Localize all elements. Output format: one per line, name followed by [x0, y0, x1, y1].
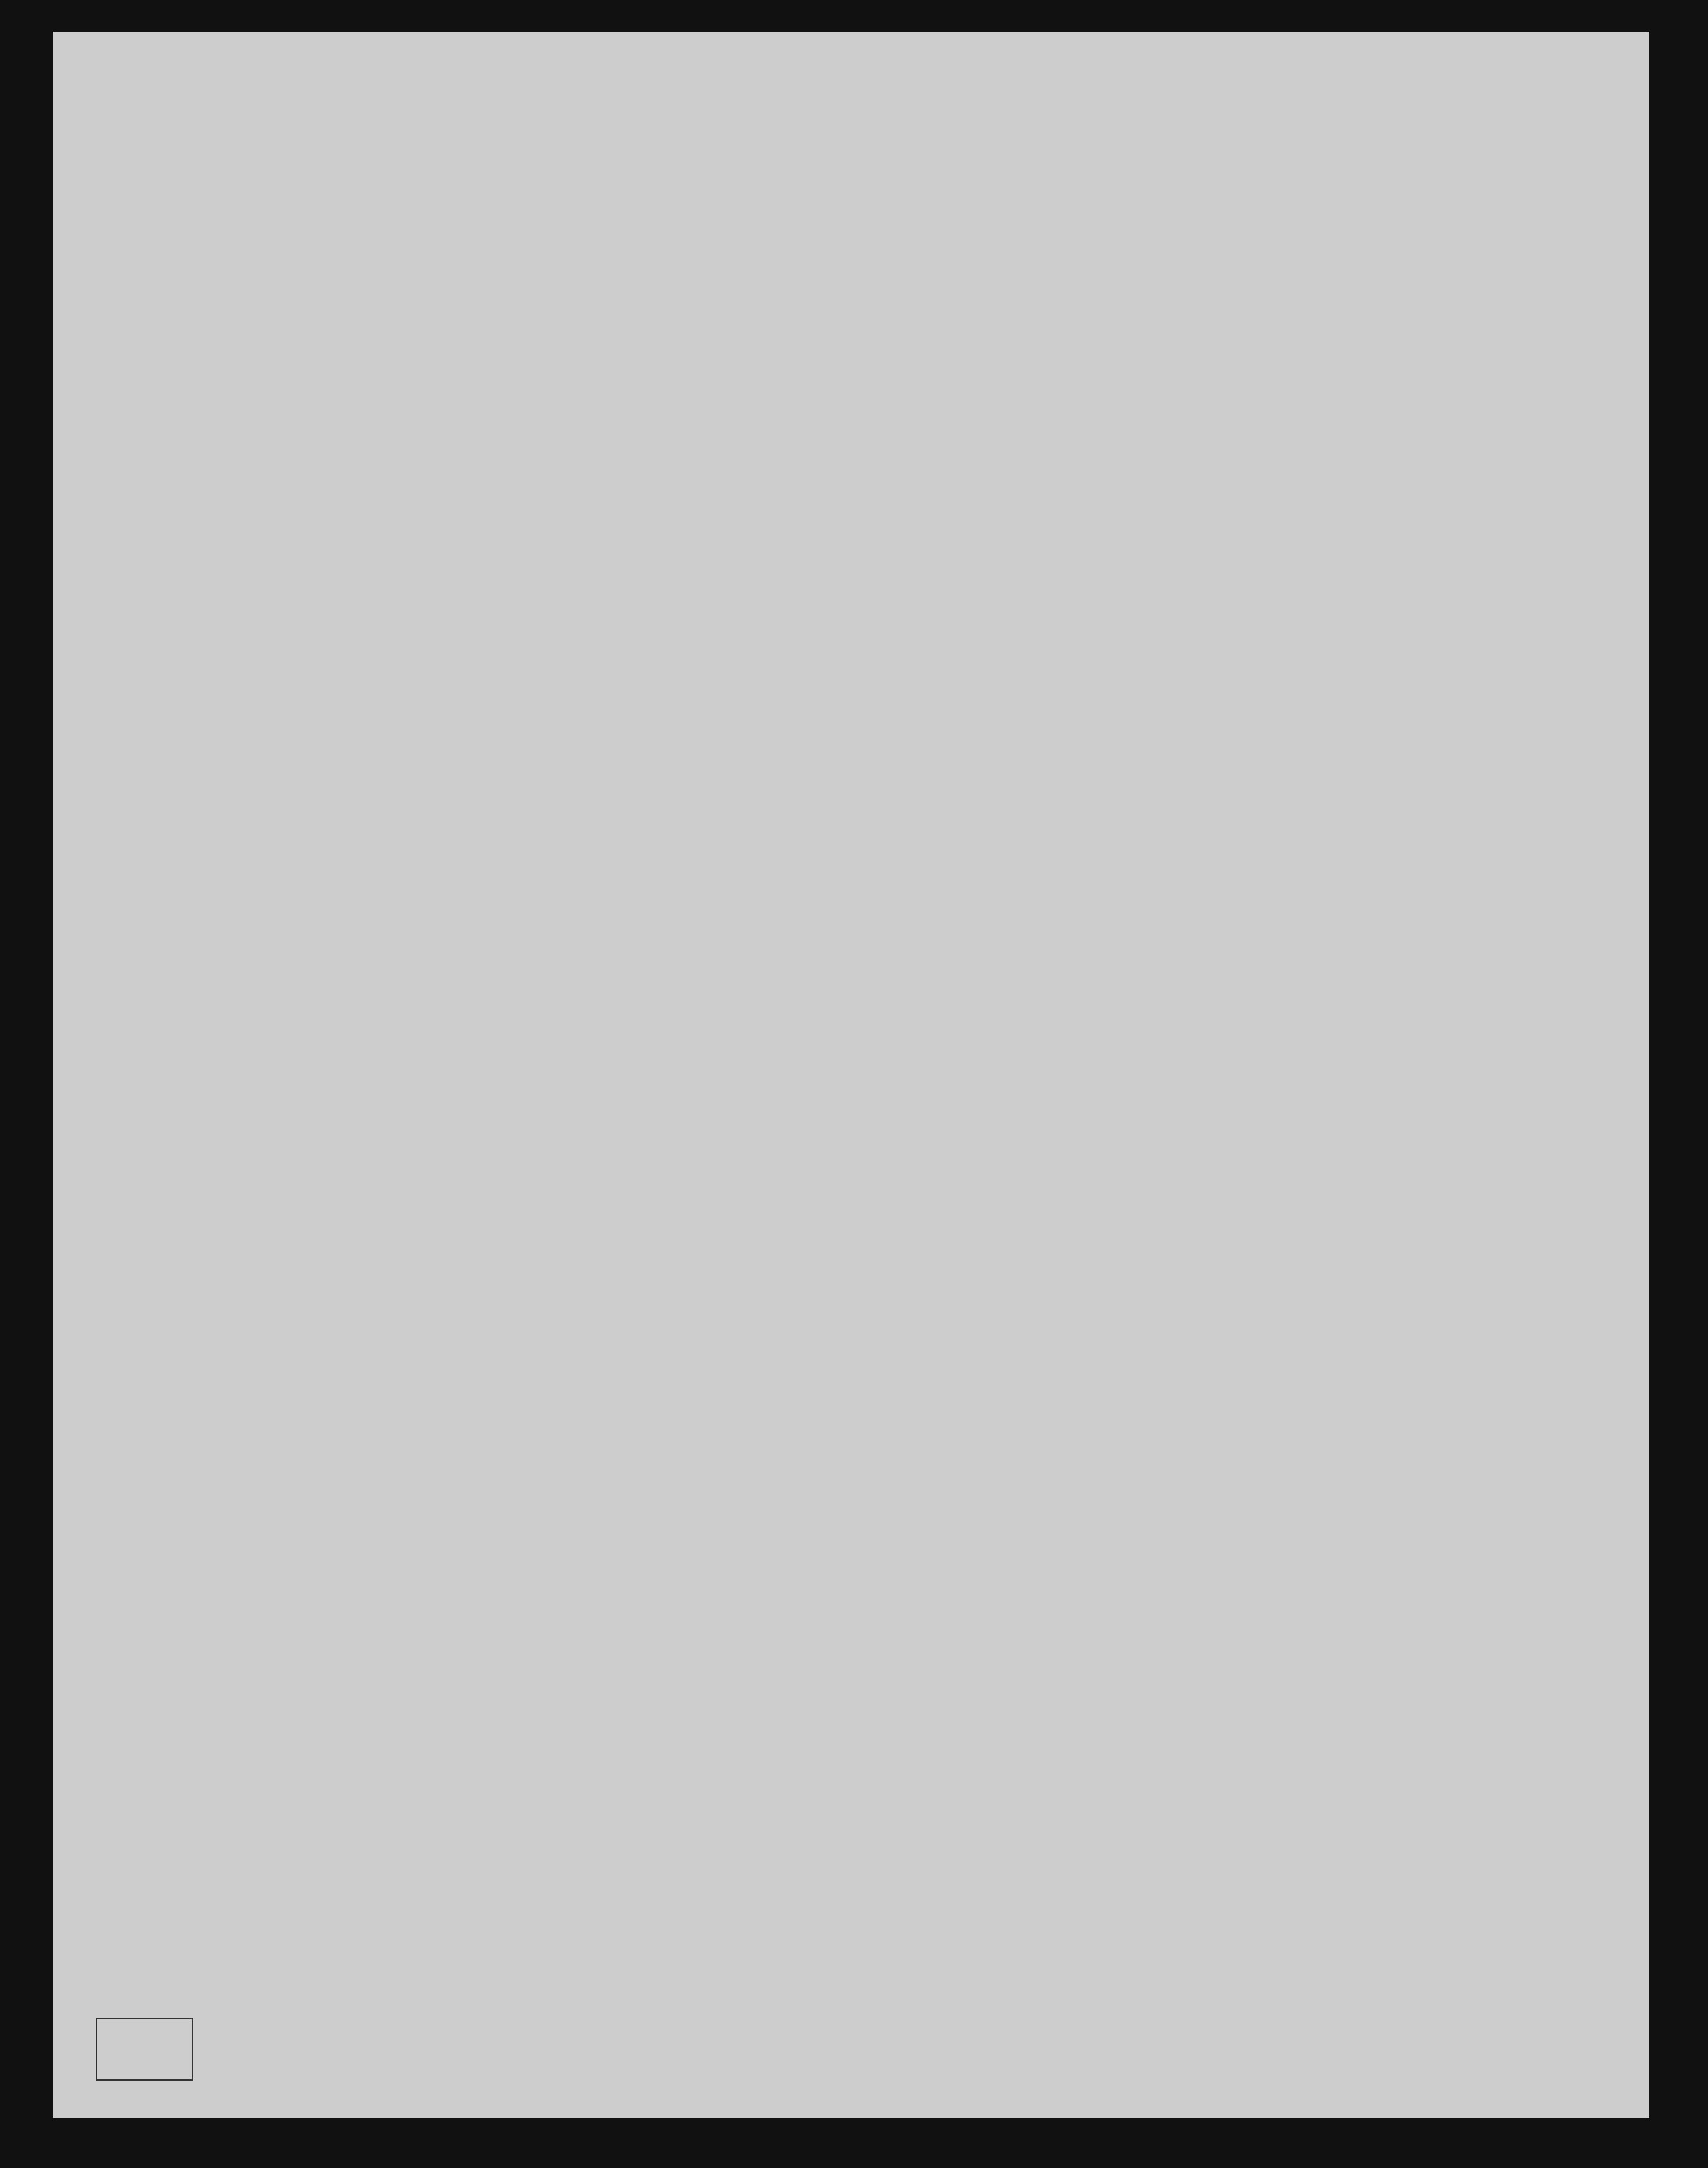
total-box — [96, 2018, 193, 2081]
